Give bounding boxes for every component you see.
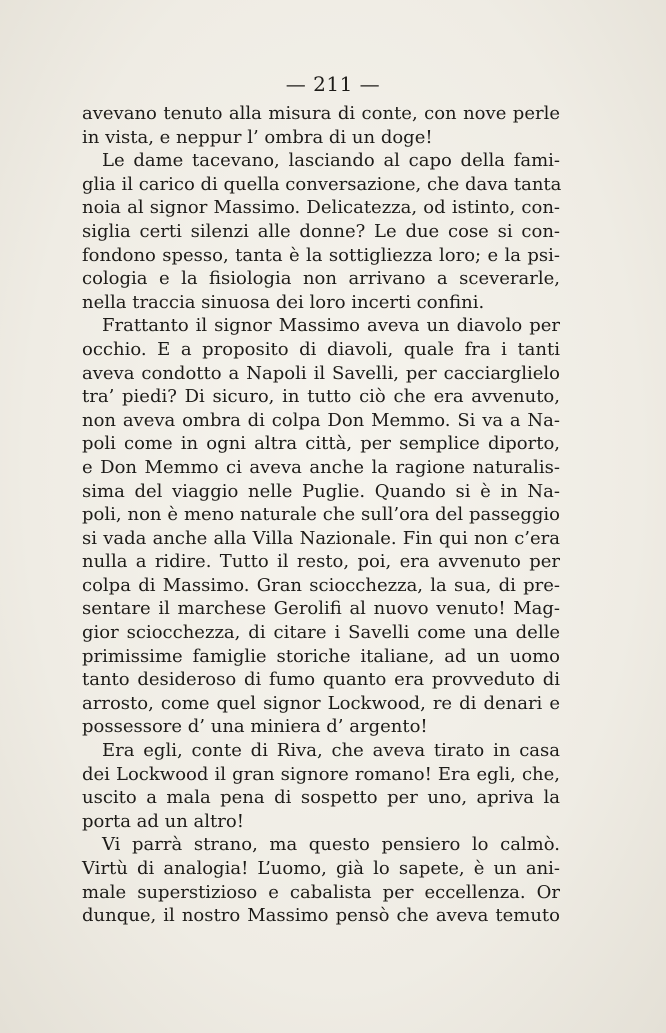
text-line: male superstizioso e cabalista per eccellenza. Or [82,881,560,903]
text-line: dunque, il nostro Massimo pensò che aveva temuto [82,905,560,927]
text-line: nulla a ridire. Tutto il resto, poi, era avvenuto per [82,551,560,573]
text-line: non aveva ombra di colpa Don Memmo. Si va a Na- [82,409,560,431]
body-text [82,102,560,928]
text-line: tra’ piedi? Di sicuro, in tutto ciò che era avvenuto, [82,386,560,408]
text-line: occhio. E a proposito di diavoli, quale fra i tanti [82,338,560,360]
text-line: Era egli, conte di Riva, che aveva tirato in casa [102,740,560,762]
text-line: avevano tenuto alla misura di conte, con nove perle [82,103,560,124]
page-number: — 211 — [285,72,381,96]
text-line: Frattanto il signor Massimo aveva un diavolo per [102,315,560,337]
text-line: noia al signor Massimo. Delicatezza, od istinto, con- [82,197,560,219]
text-line: porta ad un altro! [82,810,244,832]
text-line: poli, non è meno naturale che sull’ora del passeggio [82,504,560,526]
text-line: si vada anche alla Villa Nazionale. Fin qui non c’era [82,527,560,549]
text-line: nella traccia sinuosa dei loro incerti confini. [82,291,485,313]
text-line: poli come in ogni altra città, per semplice diporto, [82,433,560,455]
text-line: colpa di Massimo. Gran sciocchezza, la sua, di pre- [82,574,560,596]
text-line: arrosto, come quel signor Lockwood, re di denari e [82,692,560,714]
text-line: Virtù di analogia! L’uomo, già lo sapete, è un ani- [82,858,560,879]
text-line: siglia certi silenzi alle donne? Le due cose si con- [82,220,560,242]
text-line: Le dame tacevano, lasciando al capo della fami- [102,150,560,172]
text-line: dei Lockwood il gran signore romano! Era egli, che, [82,763,560,785]
text-line: sentare il marchese Gerolifi al nuovo venuto! Mag- [82,598,560,620]
text-line: possessore d’ una miniera d’ argento! [82,716,428,738]
text-line: gior sciocchezza, di citare i Savelli come una delle [82,622,560,644]
text-line: e Don Memmo ci aveva anche la ragione naturalis- [82,456,560,478]
text-line: uscito a mala pena di sospetto per uno, apriva la [82,787,560,809]
text-line: sima del viaggio nelle Puglie. Quando si è in Na- [82,480,560,502]
text-line: in vista, e neppur l’ ombra di un doge! [82,126,433,148]
text-line: primissime famiglie storiche italiane, ad un uomo [82,645,560,667]
text-line: Vi parrà strano, ma questo pensiero lo calmò. [102,834,560,856]
text-line: tanto desideroso di fumo quanto era provveduto di [82,669,560,691]
text-line: cologia e la fisiologia non arrivano a sceverarle, [82,268,560,290]
text-line: fondono spesso, tanta è la sottigliezza loro; e la psi- [82,244,560,266]
text-line: aveva condotto a Napoli il Savelli, per cacciarglielo [82,362,560,384]
text-line: glia il carico di quella conversazione, che dava tanta [82,173,562,195]
